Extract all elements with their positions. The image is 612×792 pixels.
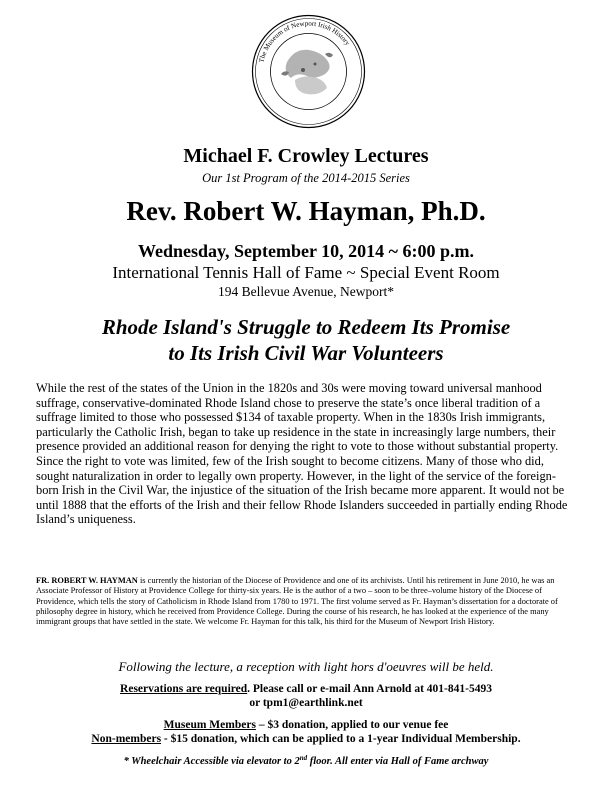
speaker-bio — [36, 576, 577, 627]
access-post: floor. All enter via Hall of Fame archway — [307, 756, 489, 767]
talk-title — [0, 314, 612, 366]
access-sup: nd — [299, 754, 308, 762]
members-fee-text: – $3 donation, applied to our venue fee — [255, 719, 449, 731]
nonmembers-label: Non-members — [91, 733, 162, 745]
reservations-line — [0, 683, 612, 695]
speaker-name: Rev. Robert W. Hayman, Ph.D. — [126, 196, 486, 226]
event-date-time: Wednesday, September 10, 2014 ~ 6:00 p.m. — [137, 241, 475, 261]
nonmembers-fee-line — [0, 733, 612, 745]
access-star: * — [123, 756, 129, 767]
event-address: 194 Bellevue Avenue, Newport* — [218, 284, 394, 299]
members-fee-line — [0, 719, 612, 731]
talk-title-line-1: Rhode Island's Struggle to Redeem Its Promise — [101, 315, 511, 339]
bio-name: FR. ROBERT W. HAYMAN — [36, 576, 138, 585]
series-subtitle: Our 1st Program of the 2014-2015 Series — [202, 171, 410, 185]
reservations-required: Reservations are required — [120, 683, 248, 695]
series-title: Michael F. Crowley Lectures — [183, 145, 429, 167]
nonmembers-fee-text: - $15 donation, which can be applied to a 1-year Individual Membership. — [161, 733, 521, 745]
bio-text: is currently the historian of the Diocese of Providence and one of its archivists. Until his retirement in June 2010, he was an Associate Professor of History at Providence College for thirty-six years. He is the author of a two – soon to be three–volume history of the Diocese of Providence, which tells the story of Catholicism in Rhode Island from 1780 to 1971. The first volume served as Fr. Hayman’s dissertation for a doctorate of philosophy degree in history, which he received from Providence College. During the course of his research, he has looked at the experience of the many immigrant groups that have settled in the state. We welcome Fr. Hayman for this talk, his third for the Museum of Newport Irish History. — [36, 576, 558, 627]
accessibility-note — [0, 756, 612, 767]
reservations-email: or tpm1@earthlink.net — [249, 697, 363, 709]
seal-ring-text: The Museum of Newport Irish History — [257, 19, 352, 64]
event-venue: International Tennis Hall of Fame ~ Special Event Room — [112, 263, 500, 282]
museum-seal-logo — [251, 14, 366, 129]
reservations-call: . Please call or e-mail Ann Arnold at 401-841-5493 — [247, 683, 492, 695]
talk-title-line-2: to Its Irish Civil War Volunteers — [168, 341, 444, 365]
talk-abstract: While the rest of the states of the Union in the 1820s and 30s were moving toward universal manhood suffrage, conservative-dominated Rhode Island chose to preserve the state’s once liberal tradition of a suffrage limited to those who possessed $134 of taxable property. When in the 1830s Irish immigrants, particularly the Catholic Irish, began to take up residence in the state in increasingly large numbers, their presence provided an additional reason for denying the right to vote to those without substantial property. Since the right to vote was limited, few of the Irish sought to become citizens. Many of those who did, sought naturalization in order to legally own property. However, in the light of the service of the foreign-born Irish in the Civil War, the injustice of the situation of the Irish became more apparent. It would not be until 1888 that the efforts of the Irish and their fellow Rhode Islanders succeeded in partially ending Rhode Island’s uniqueness. — [36, 381, 568, 527]
access-pre: Wheelchair Accessible via elevator to 2 — [128, 756, 300, 767]
reception-note: Following the lecture, a reception with light hors d'oeuvres will be held. — [118, 659, 494, 674]
members-label: Museum Members — [163, 719, 256, 731]
